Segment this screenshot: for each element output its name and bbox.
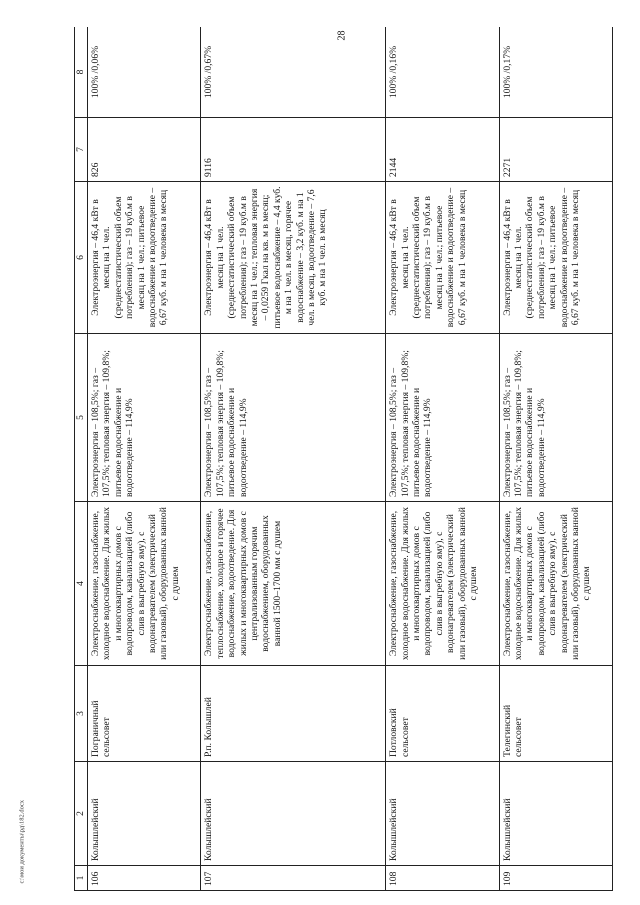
rotated-table-container (74, 27, 613, 891)
header-cell-5: 5 (75, 334, 88, 502)
table-row (201, 27, 386, 891)
description-cell: Электроснабжение, газоснабжение, холодное водоснабжение. Для жилых и многоквартирных домов с водопроводом, канализацией (либо слив в выгребную яму), с водонагревателем (электрический или газовый), оборудованных ванной с душем (499, 502, 612, 666)
indices-cell: Электроэнергия – 108,5%; газ – 107,5%; тепловая энергия – 109,8%; питьевое водоснабжение и водоотведение – 114,9% (201, 334, 386, 502)
row-number: 106 (87, 866, 200, 891)
table-frame (74, 27, 613, 891)
settlement-cell: Р.п. Колышлей (201, 666, 386, 762)
count-cell: 826 (87, 118, 200, 182)
header-cell-2: 2 (75, 762, 88, 866)
district-cell: Колышлейский (386, 762, 499, 866)
percent-cell: 100% /0,16% (386, 27, 499, 118)
district-cell: Колышлейский (87, 762, 200, 866)
table-row (87, 27, 200, 891)
description-cell: Электроснабжение, газоснабжение, теплоснабжение, холодное и горячее водоснабжение, водоотведение. Для жилых и многоквартирных домов с централизованным горячим водоснабжением, оборудованных ванной 1500–1700 мм с душем (201, 502, 386, 666)
consumption-cell: Электроэнергия – 46,4 кВт в месяц на 1 чел. (среднестатистический объем потребления); газ – 19 куб.м в месяц на 1 чел.; питьевое водоснабжение и водоотведение – 6,67 куб. м на 1 человека в месяц (499, 182, 612, 334)
row-number: 108 (386, 866, 499, 891)
header-cell-7: 7 (75, 118, 88, 182)
header-row (75, 27, 88, 891)
percent-cell: 100% /0,67% (201, 27, 386, 118)
percent-cell: 100% /0,06% (87, 27, 200, 118)
indices-cell: Электроэнергия – 108,5%; газ – 107,5%; тепловая энергия – 109,8%; питьевое водоснабжение и водоотведение – 114,9% (499, 334, 612, 502)
table-row (499, 27, 612, 891)
district-cell: Колышлейский (201, 762, 386, 866)
header-cell-1: 1 (75, 866, 88, 891)
page-number: 28 (336, 30, 348, 41)
percent-cell: 100% /0,17% (499, 27, 612, 118)
count-cell: 9116 (201, 118, 386, 182)
row-number: 107 (201, 866, 386, 891)
description-cell: Электроснабжение, газоснабжение, холодное водоснабжение. Для жилых и многоквартирных домов с водопроводом, канализацией (либо слив в выгребную яму), с водонагревателем (электрический или газовый), оборудованных ванной с душем (386, 502, 499, 666)
header-cell-3: 3 (75, 666, 88, 762)
header-cell-8: 8 (75, 27, 88, 118)
district-cell: Колышлейский (499, 762, 612, 866)
table-row (386, 27, 499, 891)
indices-cell: Электроэнергия – 108,5%; газ – 107,5%; тепловая энергия – 109,8%; питьевое водоснабжение и водоотведение – 114,9% (87, 334, 200, 502)
header-cell-6: 6 (75, 182, 88, 334)
indices-cell: Электроэнергия – 108,5%; газ – 107,5%; тепловая энергия – 109,8%; питьевое водоснабжение и водоотведение – 114,9% (386, 334, 499, 502)
count-cell: 2144 (386, 118, 499, 182)
footer-file-path: c:\мои документы\рд\182.docx (18, 799, 26, 884)
count-cell: 2271 (499, 118, 612, 182)
tariff-table (74, 27, 613, 891)
description-cell: Электроснабжение, газоснабжение, холодное водоснабжение. Для жилых и многоквартирных домов с водопроводом, канализацией (либо слив в выгребную яму), с водонагревателем (электрический или газовый), оборудованных ванной с душем (87, 502, 200, 666)
consumption-cell: Электроэнергия – 46,4 кВт в месяц на 1 чел. (среднестатистический объем потребления); газ – 19 куб.м в месяц на 1 чел.; питьевое водоснабжение и водоотведение – 6,67 куб. м на 1 человека в месяц (87, 182, 200, 334)
settlement-cell: Пограничный сельсовет (87, 666, 200, 762)
settlement-cell: Телегинский сельсовет (499, 666, 612, 762)
header-cell-4: 4 (75, 502, 88, 666)
consumption-cell: Электроэнергия – 46,4 кВт в месяц на 1 чел. (среднестатистический объем потребления); газ – 19 куб.м в месяц на 1 чел.; тепловая энергия – 0,0259 Гкал на кв. м в месяц; питьевое водоснабжение – 4,4 куб. м на 1 чел. в месяц, горячее водоснабжение – 3,2 куб. м на 1 чел. в месяц, водоотведение – 7,6 куб. м на 1 чел. в месяц (201, 182, 386, 334)
consumption-cell: Электроэнергия – 46,4 кВт в месяц на 1 чел. (среднестатистический объем потребления); газ – 19 куб.м в месяц на 1 чел.; питьевое водоснабжение и водоотведение – 6,67 куб. м на 1 человека в месяц (386, 182, 499, 334)
row-number: 109 (499, 866, 612, 891)
settlement-cell: Потловский сельсовет (386, 666, 499, 762)
